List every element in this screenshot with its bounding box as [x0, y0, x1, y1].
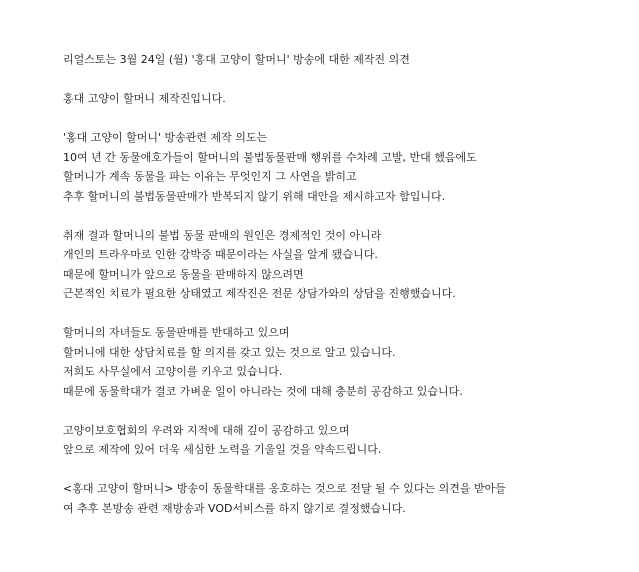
text-line: 할머니가 계속 동물을 파는 이유는 무엇인지 그 사연을 밝히고	[63, 170, 357, 183]
text-line: 저희도 사무실에서 고양이를 키우고 있습니다.	[63, 365, 283, 378]
document-body	[63, 50, 623, 538]
paragraph-family	[63, 323, 623, 401]
text-line: 취재 결과 할머니의 불법 동물 판매의 원인은 경제적인 것이 아니라	[63, 228, 382, 242]
paragraph-decision	[63, 479, 623, 518]
text-line: 때문에 동물학대가 결코 가벼운 일이 아니라는 것에 대해 충분히 공감하고 있습니다.	[63, 384, 463, 398]
text-line: 홍대 고양이 할머니 제작진입니다.	[63, 92, 226, 105]
text-line: 할머니에 대한 상담치료를 할 의지를 갖고 있는 것으로 알고 있습니다.	[63, 345, 396, 359]
text-line: <홍대 고양이 할머니> 방송이 동물학대를 옹호하는 것으로 전달 될 수 있다는 의견을 받아들	[63, 482, 506, 495]
paragraph-greeting	[63, 89, 623, 109]
paragraph-association	[63, 421, 623, 460]
text-line: 리얼스토는 3월 24일 (월) '홍대 고양이 할머니' 방송에 대한 제작진 의견	[63, 53, 410, 66]
text-line: 할머니의 자녀들도 동물판매를 반대하고 있으며	[63, 326, 290, 339]
paragraph-intent	[63, 128, 623, 206]
paragraph-heading	[63, 50, 623, 70]
text-line: 추후 할머니의 불법동물판매가 반복되지 않기 위해 대안을 제시하고자 함입니다.	[63, 189, 446, 203]
paragraph-findings	[63, 226, 623, 304]
text-line: 10여 년 간 동물애호가들이 할머니의 불법동물판매 행위를 수차례 고발, 반대 했음에도	[63, 150, 477, 164]
text-line: 고양이보호협회의 우려와 지적에 대해 깊이 공감하고 있으며	[63, 423, 350, 437]
text-line: '홍대 고양이 할머니' 방송관련 제작 의도는	[63, 131, 268, 144]
text-line: 개인의 트라우마로 인한 강박증 때문이라는 사실을 알게 됐습니다.	[63, 248, 378, 261]
text-line: 근본적인 치료가 필요한 상태였고 제작진은 전문 상담가와의 상담을 진행했습니다.	[63, 287, 456, 300]
text-line: 여 추후 본방송 관련 재방송과 VOD서비스를 하지 않기로 결정했습니다.	[63, 501, 406, 515]
text-line: 때문에 할머니가 앞으로 동물을 판매하지 않으려면	[63, 267, 304, 281]
text-line: 앞으로 제작에 있어 더욱 세심한 노력을 기울일 것을 약속드립니다.	[63, 443, 382, 456]
